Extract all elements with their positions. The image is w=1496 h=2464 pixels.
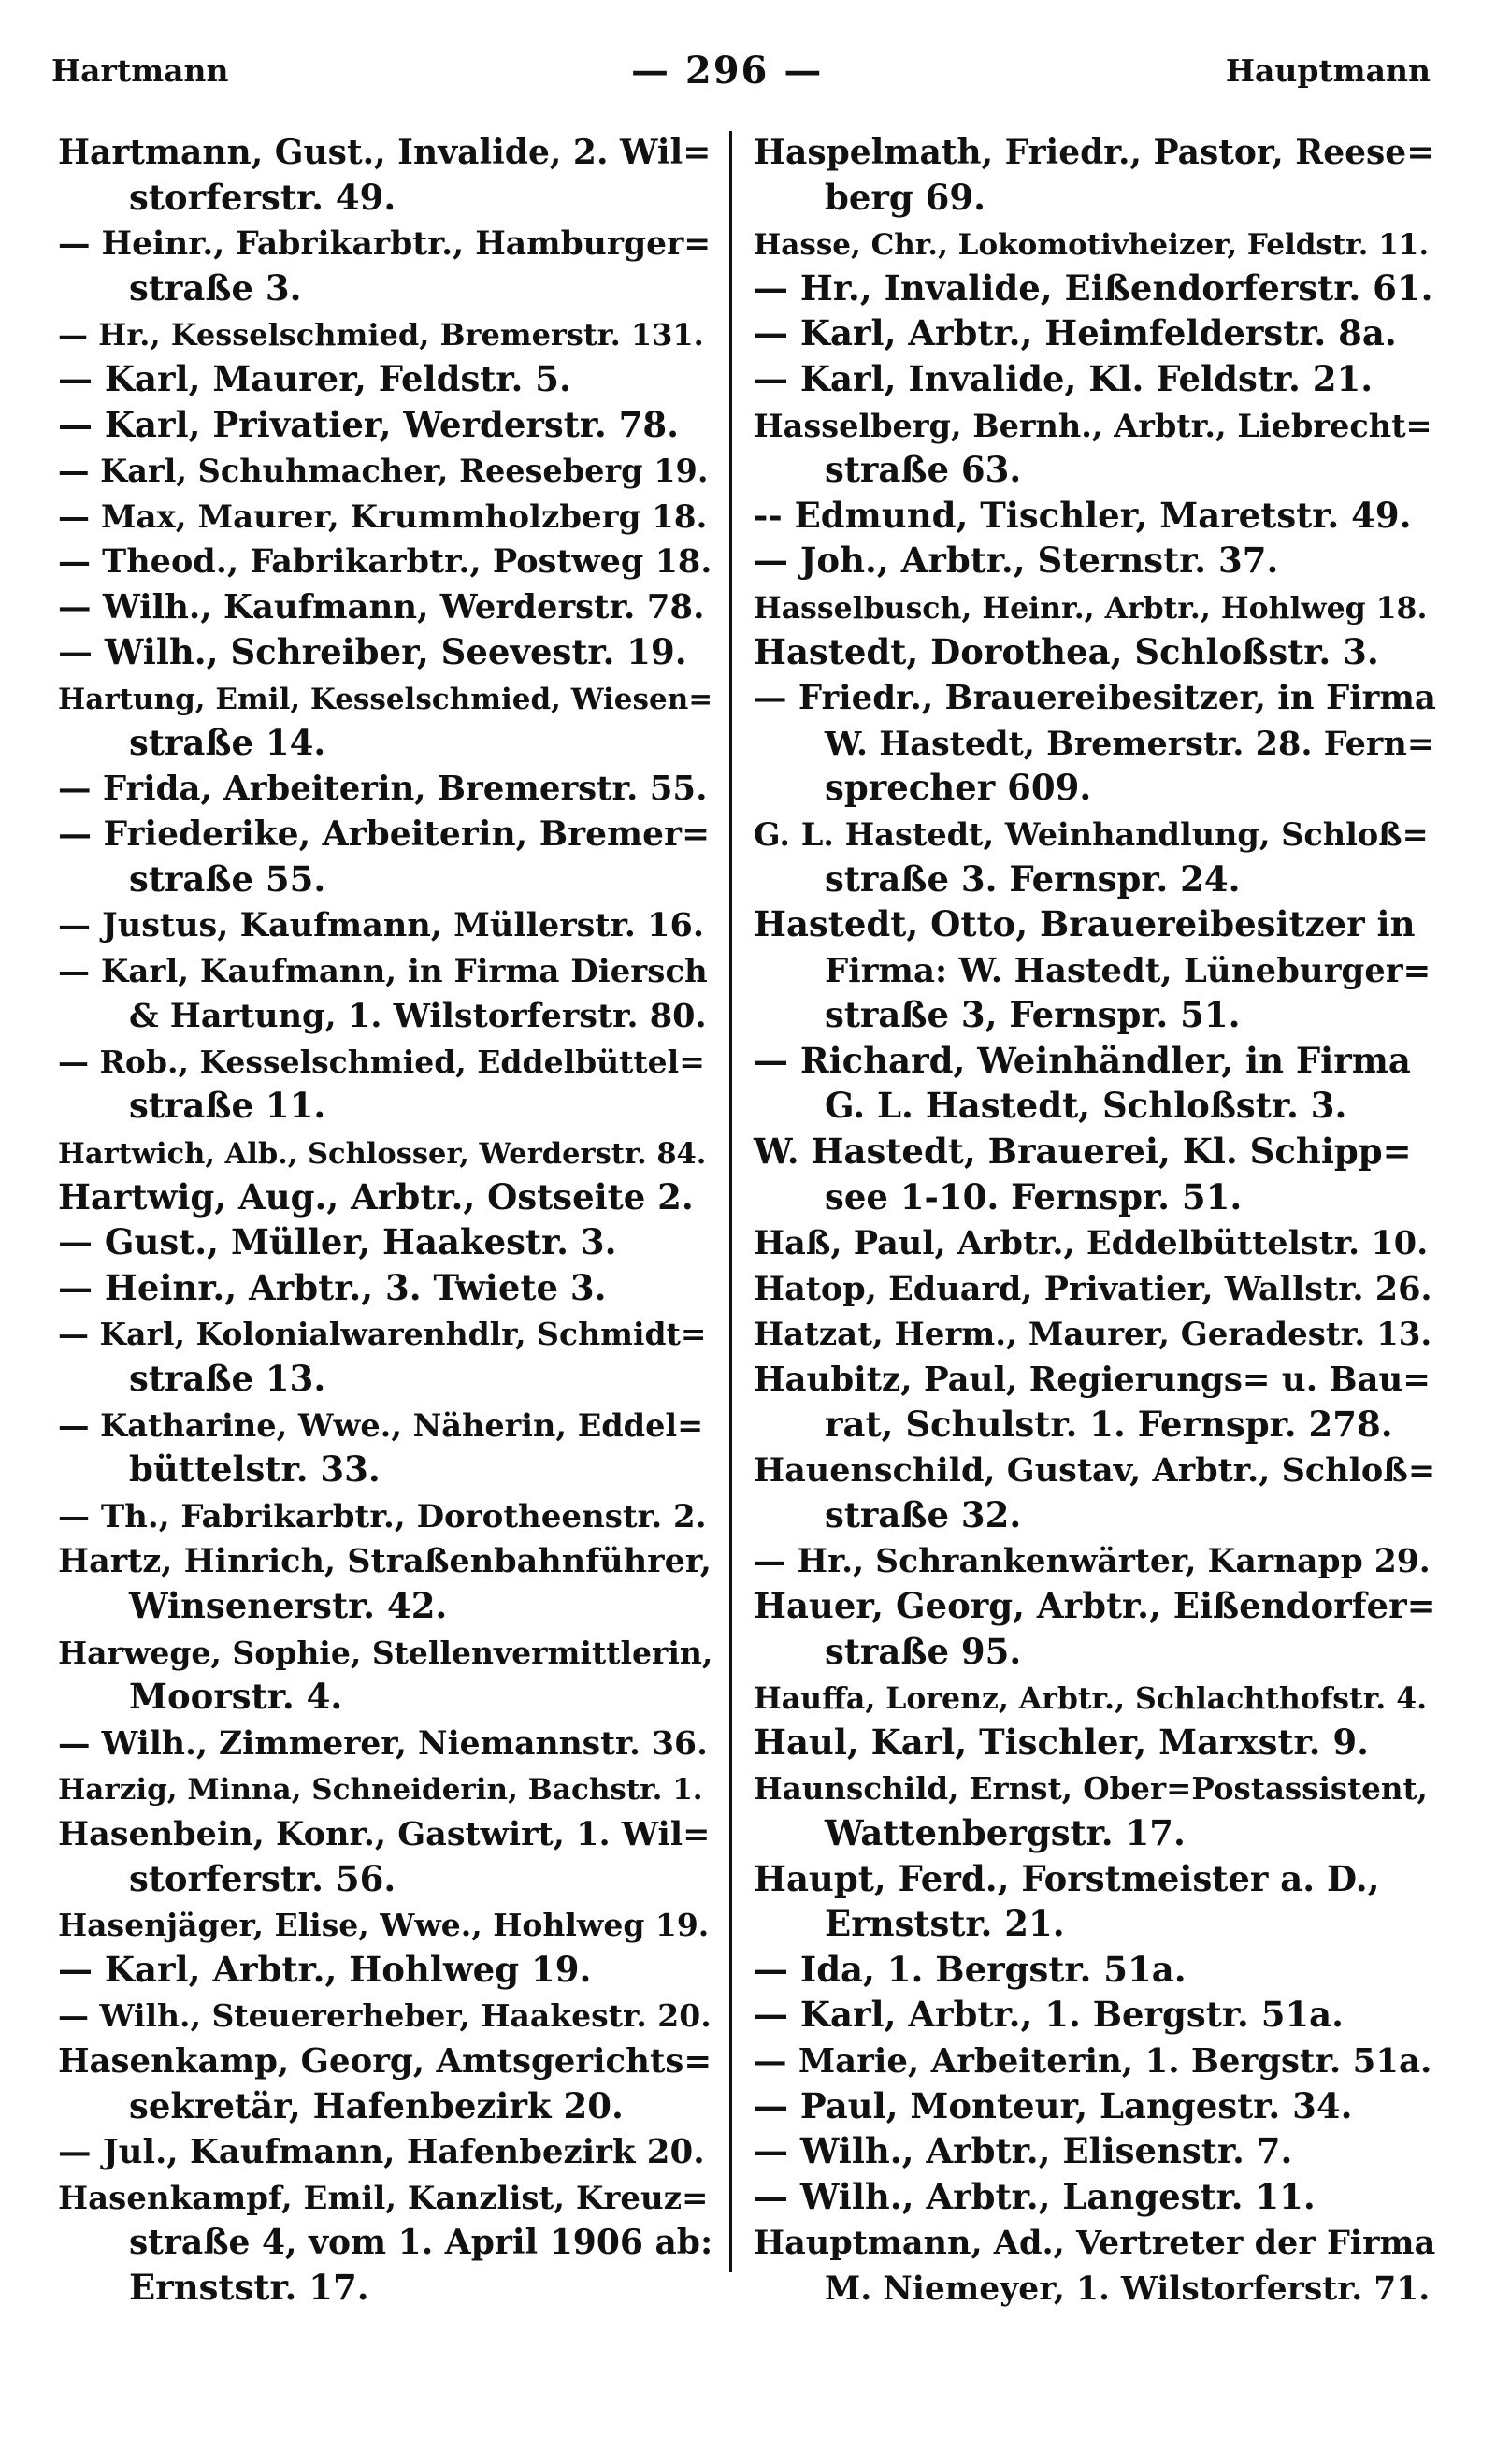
entry-line: — Wilh., Steuererheber, Haakestr. 20. <box>58 1997 712 2035</box>
entry-continuation-line: straße 11. <box>129 1085 326 1127</box>
entry-continuation-line: straße 3. Fernspr. 24. <box>825 857 1241 900</box>
header-left-keyword: Hartmann <box>51 51 229 89</box>
entry-line: — Joh., Arbtr., Sternstr. 37. <box>754 540 1279 582</box>
page-number: — 296 — <box>630 48 824 93</box>
entry-line: Haubitz, Paul, Regierungs= u. Bau= <box>754 1361 1431 1400</box>
entry-line: — Karl, Invalide, Kl. Feldstr. 21. <box>754 357 1374 399</box>
entry-line: — Hr., Schrankenwärter, Karnapp 29. <box>754 1543 1431 1581</box>
entry-line: Hasenjäger, Elise, Wwe., Hohlweg 19. <box>58 1907 710 1944</box>
entry-line: Hartung, Emil, Kesselschmied, Wiesen= <box>58 683 713 717</box>
entry-line: Haunschild, Ernst, Ober=Postassistent, <box>754 1770 1428 1808</box>
entry-line: — Justus, Kaufmann, Müllerstr. 16. <box>58 906 705 945</box>
entry-continuation-line: straße 32. <box>825 1493 1022 1535</box>
entry-line: Hasenkamp, Georg, Amtsgerichts= <box>58 2041 712 2081</box>
entry-line: Hauer, Georg, Arbtr., Eißendorfer= <box>754 1585 1436 1626</box>
entry-continuation-line: straße 4, vom 1. April 1906 ab: <box>129 2223 713 2263</box>
entry-continuation-line: & Hartung, 1. Wilstorferstr. 80. <box>129 997 707 1036</box>
entry-line: — Hr., Invalide, Eißendorferstr. 61. <box>754 267 1433 309</box>
entry-line: — Katharine, Wwe., Näherin, Eddel= <box>58 1406 704 1444</box>
entry-continuation-line: see 1-10. Fernspr. 51. <box>825 1175 1243 1218</box>
entry-continuation-line: straße 63. <box>825 449 1022 491</box>
entry-continuation-line: büttelstr. 33. <box>129 1448 381 1491</box>
entry-line: — Wilh., Kaufmann, Werderstr. 78. <box>58 587 705 627</box>
entry-continuation-line: sekretär, Hafenbezirk 20. <box>129 2084 624 2126</box>
entry-continuation-line: G. L. Hastedt, Schloßstr. 3. <box>825 1085 1347 1127</box>
entry-line: — Karl, Schuhmacher, Reeseberg 19. <box>58 453 709 490</box>
entry-line: — Paul, Monteur, Langestr. 34. <box>754 2084 1353 2126</box>
entry-line: — Ida, 1. Bergstr. 51a. <box>754 1948 1187 1990</box>
header-right-keyword: Hauptmann <box>1225 51 1431 89</box>
column-divider <box>729 131 732 2272</box>
entry-line: — Wilh., Arbtr., Elisenstr. 7. <box>754 2130 1293 2172</box>
entry-continuation-line: Ernststr. 21. <box>825 1903 1065 1945</box>
entry-line: — Richard, Weinhändler, in Firma <box>754 1039 1411 1081</box>
entry-line: — Heinr., Fabrikarbtr., Hamburger= <box>58 225 712 264</box>
entry-line: W. Hastedt, Brauerei, Kl. Schipp= <box>754 1131 1412 1173</box>
entry-continuation-line: storferstr. 56. <box>129 1857 396 1899</box>
running-header <box>51 37 1431 103</box>
entry-line: — Heinr., Arbtr., 3. Twiete 3. <box>58 1266 607 1308</box>
entry-line: — Frida, Arbeiterin, Bremerstr. 55. <box>58 770 708 809</box>
entry-line: Hastedt, Otto, Brauereibesitzer in <box>754 903 1416 945</box>
entry-line: — Karl, Arbtr., Hohlweg 19. <box>58 1948 592 1990</box>
entry-line: — Karl, Arbtr., Heimfelderstr. 8a. <box>754 312 1397 354</box>
entry-line: Hasselbusch, Heinr., Arbtr., Hohlweg 18. <box>754 590 1428 626</box>
entry-continuation-line: Ernststr. 17. <box>129 2266 369 2308</box>
entry-line: — Wilh., Arbtr., Langestr. 11. <box>754 2175 1316 2217</box>
entry-line: Hasselberg, Bernh., Arbtr., Liebrecht= <box>754 407 1432 444</box>
entry-line: Hartwich, Alb., Schlosser, Werderstr. 84. <box>58 1137 707 1172</box>
entry-continuation-line: straße 13. <box>129 1358 326 1400</box>
entry-continuation-line: straße 14. <box>129 721 326 763</box>
entry-continuation-line: straße 3, Fernspr. 51. <box>825 994 1241 1036</box>
entry-line: Harzig, Minna, Schneiderin, Bachstr. 1. <box>58 1773 703 1808</box>
entry-continuation-line: Moorstr. 4. <box>129 1676 343 1718</box>
entry-line: Haul, Karl, Tischler, Marxstr. 9. <box>754 1721 1369 1763</box>
entry-line: — Wilh., Zimmerer, Niemannstr. 36. <box>58 1724 709 1763</box>
entry-line: — Karl, Kaufmann, in Firma Diersch <box>58 952 708 990</box>
entry-line: — Max, Maurer, Krummholzberg 18. <box>58 497 708 536</box>
entry-line: Hartwig, Aug., Arbtr., Ostseite 2. <box>58 1175 694 1218</box>
entry-line: Hasse, Chr., Lokomotivheizer, Feldstr. 11. <box>754 228 1430 263</box>
entry-line: — Rob., Kesselschmied, Eddelbüttel= <box>58 1043 705 1080</box>
entry-continuation-line: rat, Schulstr. 1. Fernspr. 278. <box>825 1403 1393 1445</box>
entry-line: — Karl, Privatier, Werderstr. 78. <box>58 403 680 445</box>
entry-line: — Theod., Fabrikarbtr., Postweg 18. <box>58 542 712 582</box>
entry-line: — Friederike, Arbeiterin, Bremer= <box>58 814 711 854</box>
entry-line: G. L. Hastedt, Weinhandlung, Schloß= <box>754 815 1429 853</box>
entry-line: — Hr., Kesselschmied, Bremerstr. 131. <box>58 317 704 353</box>
entry-line: Hartz, Hinrich, Straßenbahnführer, <box>58 1542 712 1581</box>
entry-continuation-line: Wattenbergstr. 17. <box>825 1811 1186 1853</box>
entry-continuation-line: straße 95. <box>825 1630 1022 1672</box>
entry-line: — Karl, Arbtr., 1. Bergstr. 51a. <box>754 1994 1345 2036</box>
entry-continuation-line: W. Hastedt, Bremerstr. 28. Fern= <box>825 724 1435 763</box>
entry-line: Haupt, Ferd., Forstmeister a. D., <box>754 1857 1380 1899</box>
entry-line: — Jul., Kaufmann, Hafenbezirk 20. <box>58 2133 705 2172</box>
entry-continuation-line: Winsenerstr. 42. <box>129 1585 448 1626</box>
entry-line: Hauenschild, Gustav, Arbtr., Schloß= <box>754 1451 1436 1491</box>
entry-line: Hasenkampf, Emil, Kanzlist, Kreuz= <box>58 2179 709 2217</box>
entry-line: Haß, Paul, Arbtr., Eddelbüttelstr. 10. <box>754 1224 1429 1263</box>
entry-continuation-line: M. Niemeyer, 1. Wilstorferstr. 71. <box>825 2269 1431 2308</box>
entry-line: Haspelmath, Friedr., Pastor, Reese= <box>754 133 1435 172</box>
entry-continuation-line: straße 3. <box>129 267 302 309</box>
entry-line: — Gust., Müller, Haakestr. 3. <box>58 1221 617 1263</box>
entry-line: Hatop, Eduard, Privatier, Wallstr. 26. <box>754 1269 1432 1308</box>
left-column <box>58 129 712 2311</box>
entry-continuation-line: berg 69. <box>825 176 986 218</box>
entry-continuation-line: straße 55. <box>129 857 326 900</box>
entry-line: — Marie, Arbeiterin, 1. Bergstr. 51a. <box>754 2041 1432 2081</box>
entry-line: -- Edmund, Tischler, Maretstr. 49. <box>754 494 1412 536</box>
right-column <box>754 129 1436 2311</box>
entry-line: — Karl, Maurer, Feldstr. 5. <box>58 357 571 399</box>
entry-line: Harwege, Sophie, Stellenvermittlerin, <box>58 1634 713 1671</box>
entry-line: Hasenbein, Konr., Gastwirt, 1. Wil= <box>58 1814 711 1853</box>
entry-continuation-line: storferstr. 49. <box>129 176 396 218</box>
entry-line: — Friedr., Brauereibesitzer, in Firma <box>754 679 1436 718</box>
entry-line: Hastedt, Dorothea, Schloßstr. 3. <box>754 630 1379 672</box>
entry-continuation-line: Firma: W. Hastedt, Lüneburger= <box>825 951 1431 990</box>
entry-line: — Karl, Kolonialwarenhdlr, Schmidt= <box>58 1316 707 1353</box>
entry-line: — Wilh., Schreiber, Seevestr. 19. <box>58 630 687 672</box>
entry-line: Hartmann, Gust., Invalide, 2. Wil= <box>58 133 712 172</box>
entry-continuation-line: sprecher 609. <box>825 767 1092 809</box>
entry-line: Hauptmann, Ad., Vertreter der Firma <box>754 2224 1436 2263</box>
entry-line: Hatzat, Herm., Maurer, Geradestr. 13. <box>754 1316 1432 1354</box>
entry-line: — Th., Fabrikarbtr., Dorotheenstr. 2. <box>58 1497 707 1535</box>
entry-line: Hauffa, Lorenz, Arbtr., Schlachthofstr. 4. <box>754 1681 1428 1717</box>
